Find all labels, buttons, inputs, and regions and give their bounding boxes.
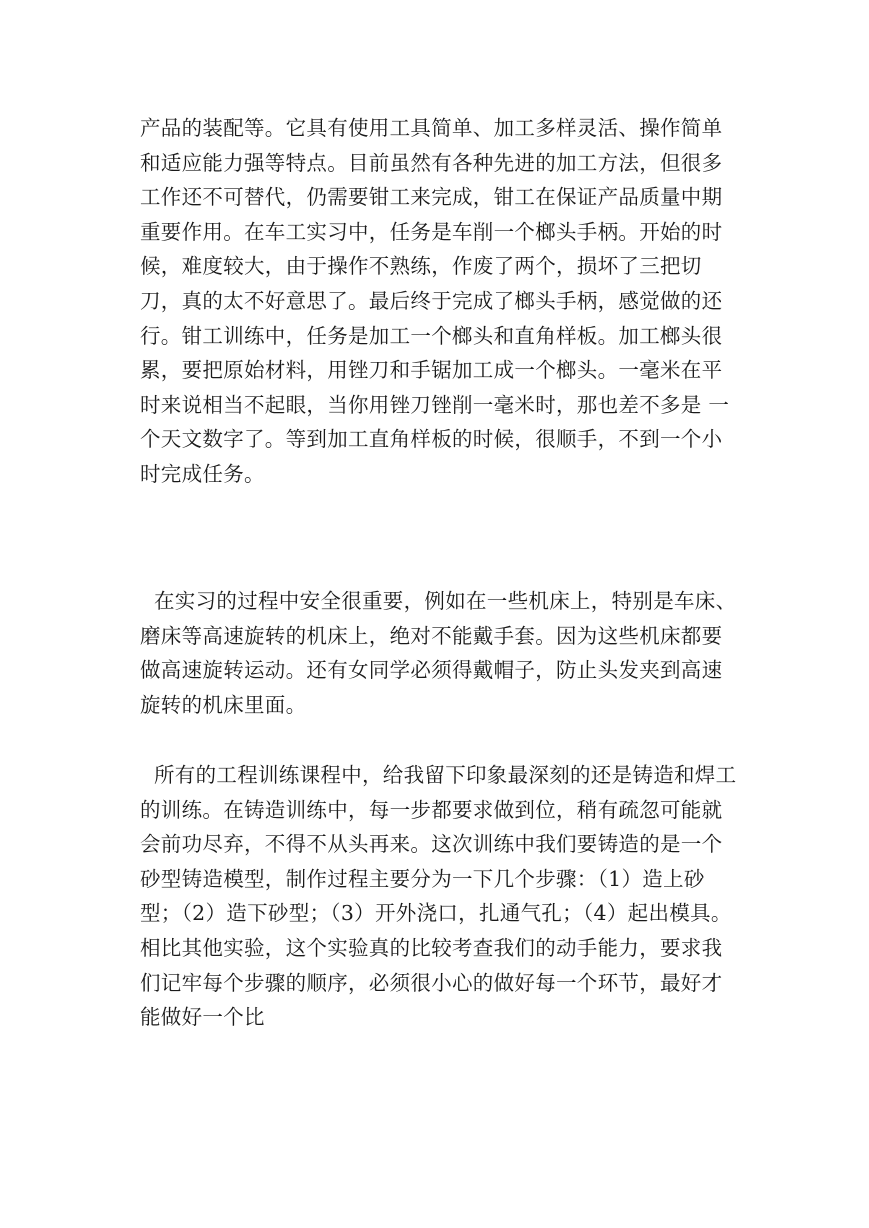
paragraph-2: 在实习的过程中安全很重要，例如在一些机床上，特别是车床、磨床等高速旋转的机床上，绝对不能戴手套。因为这些机床都要做高速旋转运动。还有女同学必须得戴帽子，防止头发夹到高速旋转的机床里面。 xyxy=(140,589,737,717)
paragraph-1: 产品的装配等。它具有使用工具简单、加工多样灵活、操作简单和适应能力强等特点。目前虽然有各种先进的加工方法，但很多工作还不可替代，仍需要钳工来完成，钳工在保证产品质量中期重要作用。在车工实习中，任务是车削一个榔头手柄。开始的时候，难度较大，由于操作不熟练，作废了两个，损坏了三把切刀，真的太不好意思了。最后终于完成了榔头手柄，感觉做的还行。钳工训练中，任务是加工一个榔头和直角样板。加工榔头很累，要把原始材料，用锉刀和手锯加工成一个榔头。一毫米在平时来说相当不起眼，当你用锉刀锉削一毫米时，那也差不多是 一个天文数字了。等到加工直角样板的时候，很顺手，不到一个小时完成任务。 xyxy=(140,116,730,486)
paragraph-3: 所有的工程训练课程中，给我留下印象最深刻的还是铸造和焊工的训练。在铸造训练中，每一步都要求做到位，稍有疏忽可能就会前功尽弃，不得不从头再来。这次训练中我们要铸造的是一个砂型铸造模型，制作过程主要分为一下几个步骤：（1）造上砂型；（2）造下砂型；（3）开外浇口，扎通气孔；（4）起出模具。相比其他实验，这个实验真的比较考查我们的动手能力，要求我们记牢每个步骤的顺序，必须很小心的做好每一个环节，最好才能做好一个比 xyxy=(140,763,737,1030)
